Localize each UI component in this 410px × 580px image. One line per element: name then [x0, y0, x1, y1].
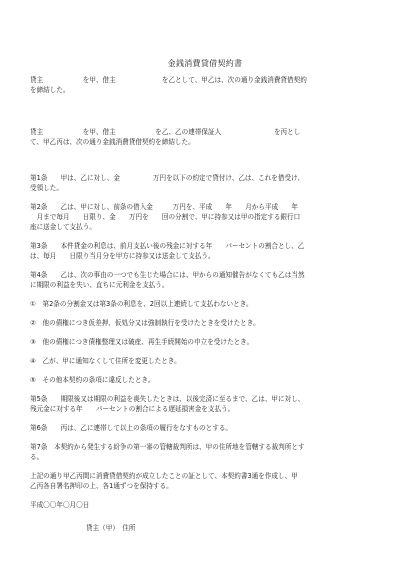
contract-date: 平成〇〇年〇月〇日: [30, 501, 90, 509]
article-5-line-2: 残元金に対する年 パーセントの割合による遅延損害金を支払う。: [30, 405, 235, 413]
article-2-line-2: 月まで毎月 日限り、金 万円を 回の分割で、甲に持参又は甲の指定する銀行口: [30, 213, 301, 221]
article-1-line-2: 受領した。: [30, 184, 63, 192]
article-3-line-1: 第3条 本件貸金の利息は、前月支払い後の残金に対する年 パーセントの割合とし、乙: [30, 242, 305, 250]
article-6-line-1: 第6条 丙は、乙に連帯して以上の条項の履行をなすものとする。: [30, 424, 233, 432]
item-5: ⑤ その他本契約の条項に違反したとき。: [30, 376, 155, 384]
article-4-line-2: に期限の利益を失い、直ちに元利金を支払う。: [30, 281, 169, 289]
closing-line-1: 上記の通り甲乙丙間に消費貸借契約が成立したことの証として、本契約書3通を作成し、甲: [30, 472, 298, 480]
article-2-line-3: 座に送金して支払う。: [30, 223, 96, 231]
document-title: 金銭消費貸借契約書: [167, 59, 243, 68]
article-3-line-2: は、毎月 日限り当月分を甲方に持参又は送金して支払う。: [30, 252, 215, 260]
article-1-line-1: 第1条 甲は、乙に対し、金 万円を以下の約定で貸付け、乙は、これを借受け、: [30, 174, 305, 182]
closing-line-2: 乙丙各自署名押印の上、各1通ずつを保持する。: [30, 482, 173, 490]
article-2-line-1: 第2条 乙は、甲に対し、前条の借入金 万円を、平成 年 月から平成 年: [30, 203, 298, 211]
item-4: ④ 乙が、甲に通知なくして住所を変更したとき。: [30, 357, 181, 365]
lender-signature-line: 貸主（甲） 住所: [86, 524, 136, 532]
article-7-line-2: る。: [30, 453, 44, 461]
item-3: ③ 他の債権につき債権整理又は破産、再生手続開始の申立を受けたとき。: [30, 338, 254, 346]
article-7-line-1: 第7条 本契約から発生する紛争の第一審の管轄裁判所は、甲の住所地を管轄する裁判所とす: [30, 443, 305, 451]
preamble-1-line-2: を締結した。: [30, 86, 70, 94]
preamble-1-line-1: 貸主 を甲、借主 を乙として、甲乙は、次の通り金銭消費貸借契約: [30, 76, 307, 84]
item-1: ① 第2条の分割金又は第3条の利息を、2回以上連続して支払わないとき。: [30, 300, 253, 308]
preamble-2-line-1: 貸主 を甲、借主 を乙、乙の連帯保証人 を丙とし: [30, 128, 301, 136]
article-4-line-1: 第4条 乙は、次の事由の一つでも生じた場合には、甲からの通知催告がなくても乙は当然: [30, 271, 305, 279]
item-2: ② 他の債権につき仮差押、仮処分又は強制執行を受けたときを受けたとき。: [30, 319, 260, 327]
preamble-2-line-2: て、甲乙丙は、次の通り金銭消費貸借契約を締結した。: [30, 138, 195, 146]
article-5-line-1: 第5条 期限後又は期限の利益を喪失したときは、以後完済に至るまで、乙は、甲に対し、: [30, 395, 305, 403]
